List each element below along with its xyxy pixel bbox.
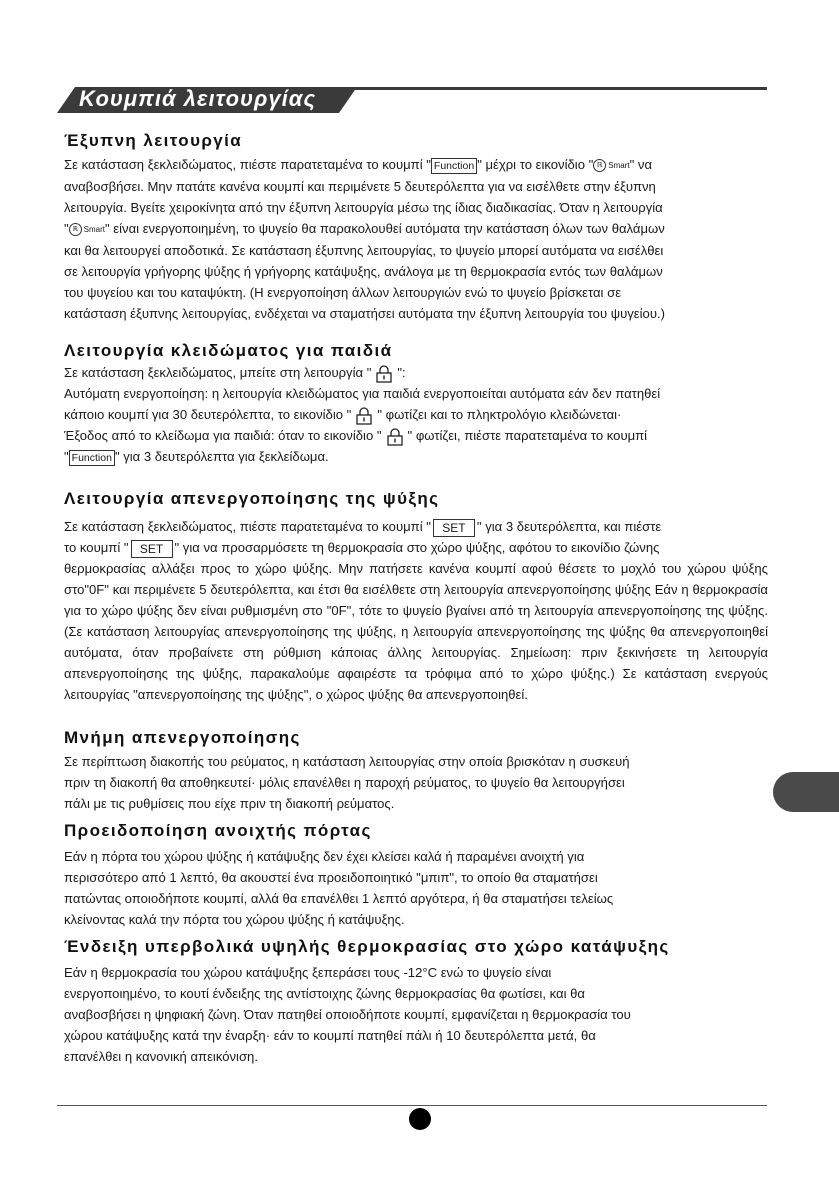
section-door-alarm: [64, 820, 768, 930]
footer-rule: [57, 1105, 767, 1106]
header-rule: [347, 87, 767, 90]
section-title-child-lock: Λειτουργία κλειδώματος για παιδιά: [64, 341, 393, 360]
cooling-off-paragraph: Σε κατάσταση ξεκλειδώματος, πιέστε παρατεταμένα το κουμπί " SET " για 3 δευτερόλεπτα, και πιέστε το κουμπί " SET " για να προσαρμόσετε τη θερμοκρασία στο χώρο ψύξης, αφότου το εικονίδιο ζώνης θερμοκρασίας αλλάξει προς το χώρο ψύξης. Μην πατήσετε κανένα κουμπί αφού θέσετε το μοχλό του χώρου ψύξης στο"0F" και περιμένετε 5 δευτερόλεπτα, και έτσι θα εισέλθετε στη λειτουργία απενεργοποίησης ψύξης Εάν η θερμοκρασία για το χώρο ψύξης δεν είναι ρυθμισμένη στο "0F", τότε το ψυγείο βγαίνει από τη λειτουργία απενεργοποίησης της ψύξης. (Σε κατάσταση λειτουργίας απενεργοποίησης της ψύξης, η λειτουργία απενεργοποίησης της ψύξης θα απενεργοποιηθεί αυτόματα, όταν προβαίνετε στη ρύθμιση κάποιας άλλης λειτουργίας. Σημείωση: πριν ξεκινήσετε τη λειτουργία απενεργοποίησης της ψύξης, παρακαλούμε αφαιρέστε τα τρόφιμα από το χώρο ψύξης.) Σε κατάσταση ενεργούς λειτουργίας "απενεργοποίησης της ψύξης", ο χώρος ψύξης θα απενεργοποιηθεί.: [64, 519, 768, 702]
function-button-icon: Function: [431, 158, 477, 174]
lock-icon: [371, 365, 397, 383]
high-temp-paragraph: Εάν η θερμοκρασία του χώρου κατάψυξης ξεπεράσει τους -12°C ενώ το ψυγείο είναι ενεργοποιημένο, το κουτί ένδειξης της αντίστοιχης ζώνης θερμοκρασίας θα φωτίσει, και θα αναβοσβήσει η ψηφιακή ζώνη. Όταν πατηθεί οποιοδήποτε κουμπί, εμφανίζεται η θερμοκρασία του χώρου κατάψυξης κατά την έναρξη· εάν το κουμπί πατηθεί πάλι ή 10 δευτερόλεπτα μετά, θα επανέλθει η κανονική απεικόνιση.: [64, 965, 631, 1064]
section-memory: [64, 727, 768, 814]
section-cooling-off: [64, 488, 768, 705]
section-header-banner: [57, 84, 767, 114]
section-title-high-temp: Ένδειξη υπερβολικά υψηλής θερμοκρασίας στο χώρο κατάψυξης: [64, 937, 670, 956]
lock-icon: [351, 407, 377, 425]
section-smart: [64, 130, 768, 324]
section-title-memory: Μνήμη απενεργοποίησης: [64, 728, 301, 747]
page-number-badge: [409, 1108, 431, 1130]
lock-icon: [382, 428, 408, 446]
set-button-icon: SET: [131, 540, 173, 558]
section-title-smart: Έξυπνη λειτουργία: [64, 131, 243, 150]
section-title-cooling-off: Λειτουργία απενεργοποίησης της ψύξης: [64, 489, 440, 508]
section-child-lock: [64, 340, 768, 467]
smart-icon: ℝ Smart: [593, 155, 629, 176]
set-button-icon: SET: [433, 519, 475, 537]
door-paragraph: Εάν η πόρτα του χώρου ψύξης ή κατάψυξης δεν έχει κλείσει καλά ή παραμένει ανοιχτή για περισσότερο από 1 λεπτό, θα ακουστεί ένα προειδοποιητικό "μπιπ", το οποίο θα σταματήσει πατώντας οποιοδήποτε κουμπί, αλλά θα επανέλθει 1 λεπτό αργότερα, ή θα σταματήσει τελείως κλείνοντας καλά την πόρτα του χώρου ψύξης ή κατάψυξης.: [64, 849, 614, 927]
smart-paragraph: Σε κατάσταση ξεκλειδώματος, πιέστε παρατεταμένα το κουμπί " Function " μέχρι το εικονίδιο " ℝ Smart " να αναβοσβήσει. Μην πατάτε κανένα κουμπί και περιμένετε 5 δευτερόλεπτα για να εισέλθετε στην έξυπνη λειτουργία. Βγείτε χειροκίνητα από την έξυπνη λειτουργία μέσω της ίδιας διαδικασίας. Όταν η λειτουργία " ℝ Smart " είναι ενεργοποιημένη, το ψυγείο θα παρακολουθεί αυτόματα την κατάσταση όλων των θαλάμων και θα λειτουργεί αποδοτικά. Σε κατάσταση έξυπνης λειτουργίας, το ψυγείο μπορεί αυτόματα να εισέλθει σε λειτουργία γρήγορης ψύξης ή γρήγορης κατάψυξης, ανάλογα με τη θερμοκρασία εντός των θαλάμων του ψυγείου και του καταψύκτη. (Η ενεργοποίηση άλλων λειτουργιών ενώ το ψυγείο βρίσκεται σε κατάσταση έξυπνης λειτουργίας, ενδέχεται να σταματήσει αυτόματα την έξυπνη λειτουργία του ψυγείου.): [64, 157, 665, 322]
section-high-temp: [64, 936, 768, 1067]
smart-icon: ℝ Smart: [69, 219, 105, 240]
section-title-door: Προειδοποίηση ανοιχτής πόρτας: [64, 821, 372, 840]
page-title: Κουμπιά λειτουργίας: [79, 86, 317, 111]
chapter-side-tab: [773, 772, 839, 812]
child-lock-paragraph: Σε κατάσταση ξεκλειδώματος, μπείτε στη λειτουργία " ": Αυτόματη ενεργοποίηση: η λειτουργία κλειδώματος για παιδιά ενεργοποιείται αυτόματα εάν δεν πατηθεί κάποιο κουμπί για 30 δευτερόλεπτα, το εικονίδιο " " φωτίζει και το πληκτρολόγιο κλειδώνεται· Έξοδος από το κλείδωμα για παιδιά: όταν το εικονίδιο " " φωτίζει, πιέστε παρατεταμένα το κουμπί " Function " για 3 δευτερόλεπτα για ξεκλείδωμα.: [64, 365, 661, 464]
memory-paragraph: Σε περίπτωση διακοπής του ρεύματος, η κατάσταση λειτουργίας στην οποία βρισκόταν η συσκευή πριν τη διακοπή θα αποθηκευτεί· μόλις επανέλθει η παροχή ρεύματος, το ψυγείο θα λειτουργήσει πάλι με τις ρυθμίσεις που είχε πριν τη διακοπή ρεύματος.: [64, 754, 630, 811]
function-button-icon: Function: [69, 450, 115, 466]
